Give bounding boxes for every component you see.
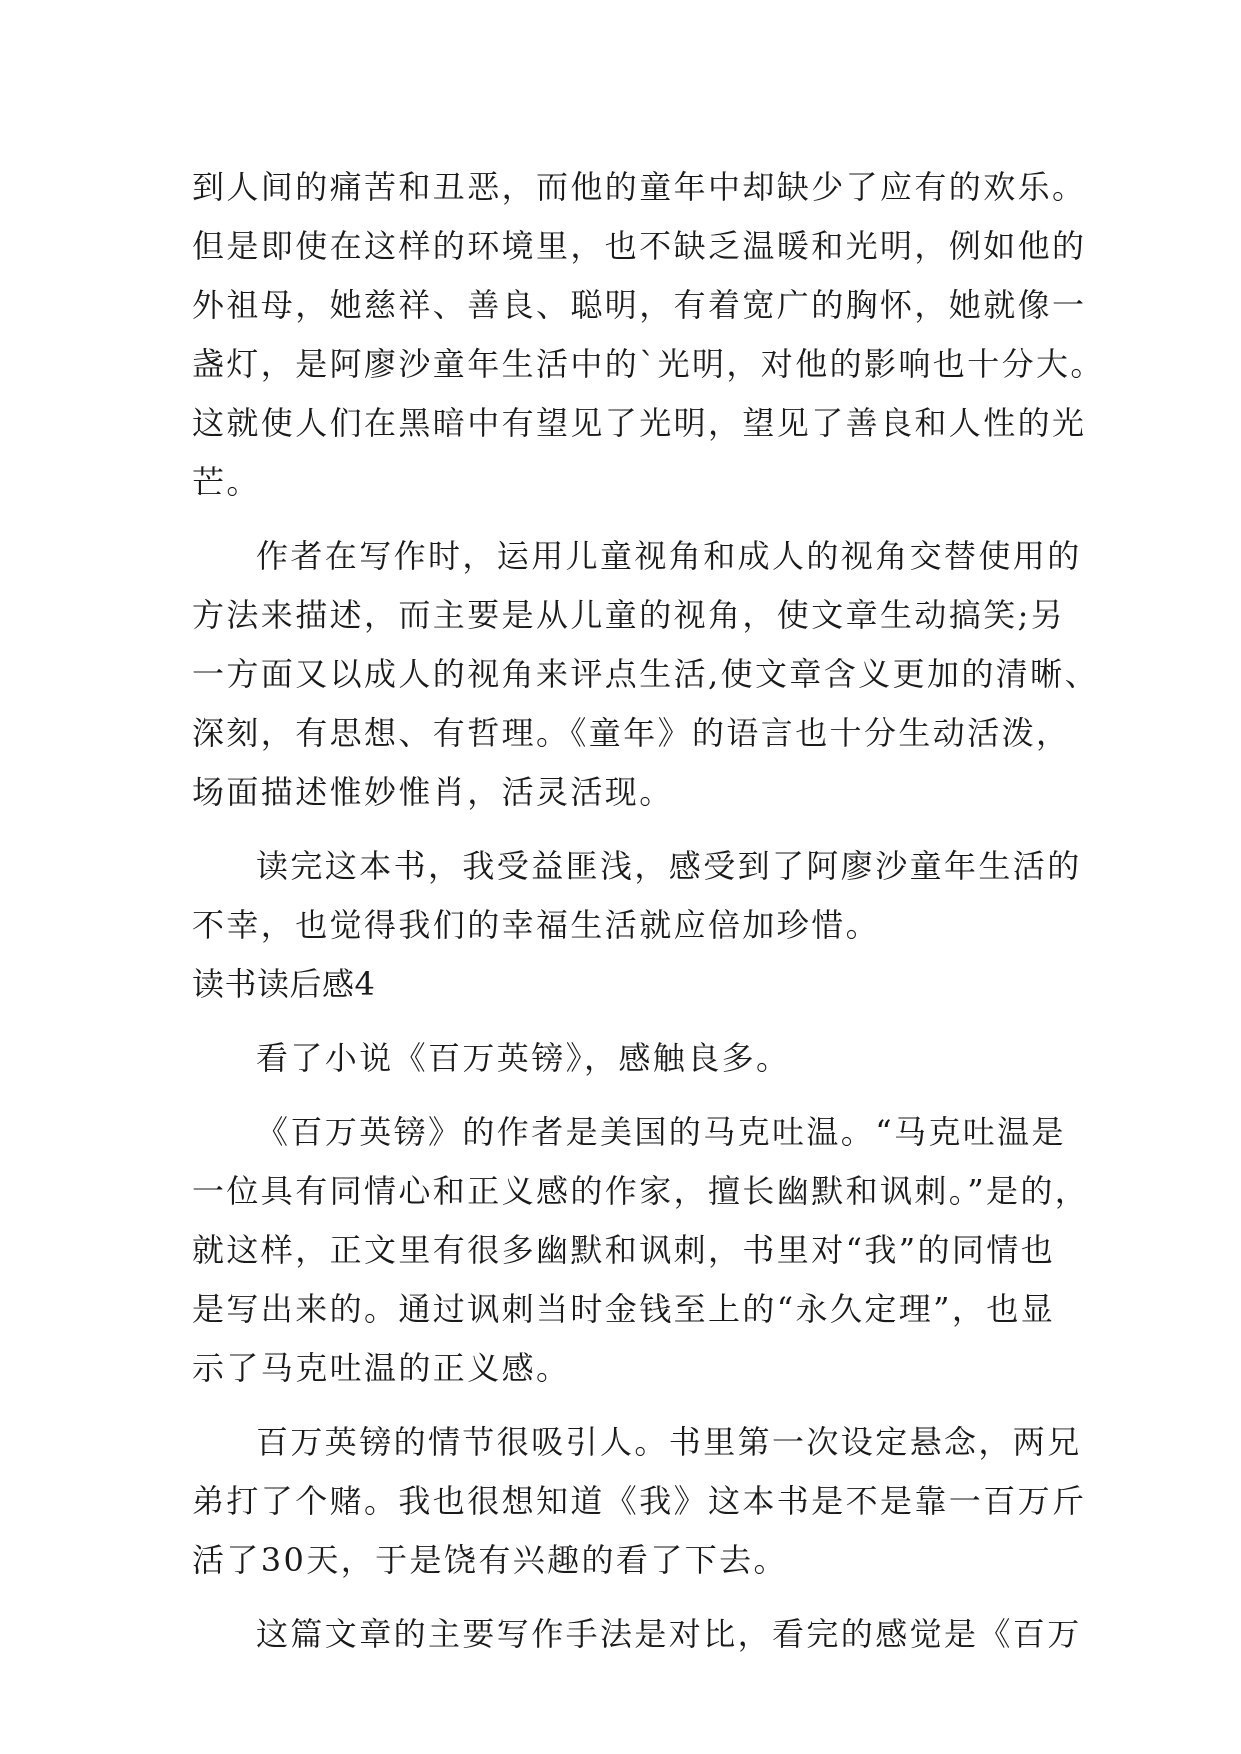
paragraph-1: [192, 158, 1105, 512]
section-paragraph-2: [192, 1103, 1090, 1398]
text-line: 就这样，正文里有很多幽默和讽刺，书里对“我”的同情也: [192, 1231, 1056, 1269]
text-line: 读完这本书，我受益匪浅，感受到了阿廖沙童年生活的: [256, 847, 1082, 885]
text-line: 外祖母，她慈祥、善良、聪明，有着宽广的胸怀，她就像一: [192, 286, 1087, 324]
text-line: 是写出来的。通过讽刺当时金钱至上的“永久定理”，也显: [192, 1290, 1056, 1328]
text-line: 活了30天，于是饶有兴趣的看了下去。: [192, 1541, 788, 1579]
section-paragraph-3: [192, 1413, 1087, 1590]
text-line: 这篇文章的主要写作手法是对比，看完的感觉是《百万: [256, 1615, 1082, 1653]
text-line: 场面描述惟妙惟肖，活灵活现。: [192, 773, 674, 811]
text-line: 看了小说《百万英镑》，感触良多。: [256, 1039, 791, 1077]
text-line: 示了马克吐温的正义感。: [192, 1349, 571, 1387]
section-paragraph-1: [192, 1029, 1072, 1088]
paragraph-3: [192, 837, 1082, 955]
text-line: 盏灯，是阿廖沙童年生活中的`光明，对他的影响也十分大。: [192, 345, 1105, 383]
text-line: 深刻，有思想、有哲理。《童年》的语言也十分生动活泼，: [192, 714, 1071, 752]
paragraph-2: [192, 527, 1099, 822]
document-body: [192, 158, 1105, 1664]
text-line: 一方面又以成人的视角来评点生活,使文章含义更加的清晰、: [192, 655, 1099, 693]
text-line: 不幸，也觉得我们的幸福生活就应倍加珍惜。: [192, 906, 881, 944]
text-line: 这就使人们在黑暗中有望见了光明，望见了善良和人性的光: [192, 404, 1087, 442]
text-line: 一位具有同情心和正义感的作家，擅长幽默和讽刺。”是的，: [192, 1172, 1090, 1210]
text-line: 方法来描述，而主要是从儿童的视角，使文章生动搞笑;另: [192, 596, 1066, 634]
section-heading: 读书读后感4: [192, 965, 376, 1003]
section-paragraph-4: [192, 1605, 1082, 1664]
text-line: 弟打了个赌。我也很想知道《我》这本书是不是靠一百万斤: [192, 1482, 1087, 1520]
text-line: 到人间的痛苦和丑恶，而他的童年中却缺少了应有的欢乐。: [192, 168, 1087, 206]
text-line: 作者在写作时，运用儿童视角和成人的视角交替使用的: [256, 537, 1082, 575]
text-line: 但是即使在这样的环境里，也不缺乏温暖和光明，例如他的: [192, 227, 1087, 265]
text-line: 《百万英镑》的作者是美国的马克吐温。“马克吐温是: [256, 1113, 1066, 1151]
text-line: 芒。: [192, 463, 261, 501]
text-line: 百万英镑的情节很吸引人。书里第一次设定悬念，两兄: [256, 1423, 1082, 1461]
